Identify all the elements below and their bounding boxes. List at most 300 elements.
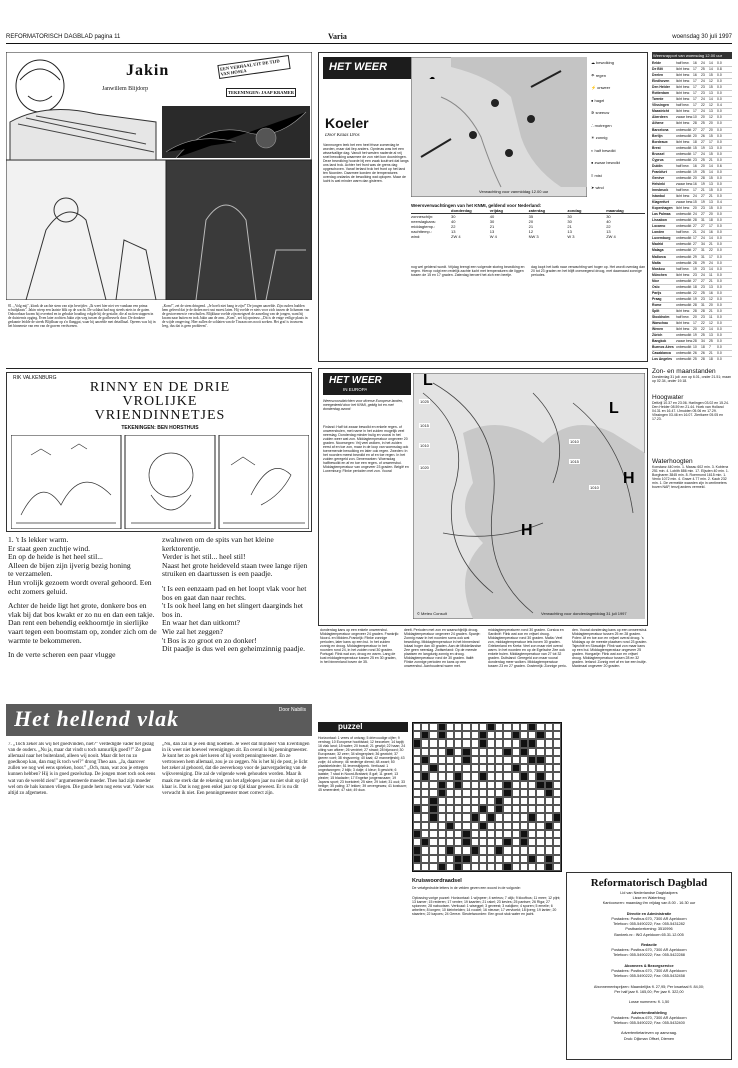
crossword-cell [512,846,520,854]
crossword-cell [462,838,470,846]
crossword-cell [471,739,479,747]
weather-report-cell: 17 [693,236,697,241]
weather-report-cell: licht bew. [676,327,690,332]
crossword-cell [536,731,544,739]
weather-report-cell: licht bew. [676,85,690,90]
crossword-cell [413,781,421,789]
isobar-label: 1025 [420,399,429,404]
puzzel-clues: Horizontaal: 1 vrees of ontzag; 5 drievoudige cijfer; 9 verdrag; 10 Europese hoofdstad; 12 bezoeker; 14 tapijt; 16 vlak land; 18 water; 20 bosuil; 21 gewijd; 22 haan; 24 uiting van afkeer; 26 verdriet; 27 straat; 28 bijwoord; 30 Europeaan; 32 zeer; 34 slingerplant; 36 gewicht; 37 ijzeren voet; 38 ringvormig; 40 kaal; 42 mannetjesbij; 43 zotje; 44 uitroep; 46 nederige dienst; 48 zwart; 50 plaatsbekleder; 51 levenstijdperk. Verticaal: 1 ongedwongen; 2 blijk; 3 dutje; 4 kleur; 5 gewicht; 6 laatste; 7 stad in Noord-Brabant; 8 gaf; 11 gezet; 13 plezier; 15 bladader; 17 Engelse jongensnaam; 19 Japans sport; 23 boekdeel; 25 slee; 29 loket; 31 oud; 33 heilige; 35 paling; 37 lekker; 39 oevergewas; 41 kostuum; 45 smeerdeel; 47 slot; 49 duw. [318,736,408,792]
weather-report-cell: licht bew. [676,73,690,78]
weather-report-cell: licht bew. [676,67,690,72]
crossword-cell [528,822,536,830]
weather-report-cell: onbewolkt [676,236,692,241]
crossword-cell [545,756,553,764]
weather-report-cell: half bew. [676,187,690,192]
weather-report-cell: Innsbruck [652,187,669,192]
rinny-title-line3: VRIENDINNETJES [94,408,226,423]
crossword-cell [495,781,503,789]
crossword-cell [438,723,446,731]
crossword-cell [413,855,421,863]
crossword-cell [462,781,470,789]
weather-report-cell: licht bew. [676,139,690,144]
weather-report-cell: 21 [709,308,713,313]
crossword-cell [503,739,511,747]
crossword-cell [479,822,487,830]
europe-col-1: donderdag kans op een enkele onweersbui. Middagtemperatuur ongeveer 24 graden. Frankrijk: Noord- en Midden-Frankrijk: Flinke zonnige perioden, later kans op een bui. In het zuiden zonnig en droog. Middagtemperatuur in het noorden rond 24, in het zuiden rond 30 graden. Portugal: Flink wat zon, droog en warm. Lang de kust middagtemperatuur tussen 25 en 30 graden, in het binnenland boven de 35. [320,628,399,664]
weather-report-cell: onbewolkt [676,254,692,259]
crossword-cell [479,723,487,731]
rinny-line: Wie zal het zeggen? [162,626,224,636]
crossword-cell [421,813,429,821]
zon-title: Zon- en maanstanden [652,368,716,375]
hellend-col2: „Nu, dan zal ik je één ding noemen. Je weet dat mijnheer Van Everdingen in ik weet niet hoeveel verenigingen zit. En overal is hij penningmeester. Je kunt het zo gek niet keren of hij wordt penningmeester. En ze vertrouwen hem allemaal, zou je zo zeggen. Nu is het hij de post, je licht het zeker al gehoord, dat die zeeverkoop voor de jaarvergadering van de wijkvereniging. Die zal de volgende week gehouden worden. Maar ik maak me sterk dat de rekening van het afgelopen jaar nu niet sluit op tijd klaar is. Dat is nog geen enkel jaar op tijd klaar geweest. Er is nu dit verwacht ik niet. Een penningmeester moet correct zijn. [162,742,310,796]
weather-report-cell: Athene [652,121,664,126]
weather-report-cell: 15 [693,145,697,150]
crossword-cell [438,764,446,772]
crossword-cell [479,797,487,805]
crossword-grid [412,722,562,872]
weather-report-cell: 21 [693,230,697,235]
weather-report-cell: 24 [701,151,705,156]
colophon-line: Lisse en Waterbrug [632,896,666,901]
weather-report-cell: 20 [709,121,713,126]
legend-item: ∴ motregen [591,122,612,128]
crossword-cell [454,748,462,756]
crossword-cell [503,830,511,838]
crossword-cell [520,731,528,739]
forecast-cell: W 4 [489,234,497,239]
crossword-cell [413,772,421,780]
rinny-illustrations [11,435,309,529]
forecast-cell: 21 [489,224,495,229]
weather-report-cell: 0.0 [717,133,722,138]
crossword-cell [413,748,421,756]
colophon-line: Telefoon: 055-5490222; Fax: 055-5432458 [613,974,685,979]
crossword-cell [536,756,544,764]
weather-report-cell: 7 [709,345,711,350]
weather-report-cell: 25 [709,339,713,344]
crossword-cell [446,723,454,731]
weather-report-cell: 0.0 [717,321,722,326]
weather-report-cell: 0.8 [717,67,722,72]
weather-report-cell: Locarno [652,224,666,229]
weather-report-cell: 18 [693,139,697,144]
weather-report-cell: 17 [693,79,697,84]
crossword-cell [471,855,479,863]
weather-report-cell: 0.0 [717,236,722,241]
weather-report-cell: 19 [693,266,697,271]
europe-logo-text: HET WEER [329,375,382,386]
crossword-cell [487,830,495,838]
crossword-cell [536,789,544,797]
crossword-cell [536,855,544,863]
crossword-cell [536,748,544,756]
weather-report-cell: 17 [693,103,697,108]
weather-report-cell: 0.0 [717,218,722,223]
crossword-cell [545,723,553,731]
weather-report-cell: Klagenfurt [652,200,669,205]
weather-report-cell: onbewolkt [676,133,692,138]
weather-report-cell: 34 [701,242,705,247]
rinny-line: te verzamelen. [8,569,53,579]
crossword-cell [429,813,437,821]
crossword-cell [495,789,503,797]
weather-report-cell: 22 [701,103,705,108]
crossword-cell [503,855,511,863]
crossword-cell [479,863,487,871]
crossword-cell [462,772,470,780]
weather-report-cell: 27 [693,242,697,247]
crossword-cell [446,838,454,846]
crossword-cell [454,805,462,813]
crossword-cell [553,723,561,731]
crossword-cell [528,797,536,805]
crossword-cell [454,756,462,764]
weather-report-cell: Moskou [652,266,665,271]
crossword-cell [520,789,528,797]
crossword-cell [454,789,462,797]
crossword-cell [438,789,446,797]
jakin-comic-panels [6,160,312,300]
crossword-cell [487,797,495,805]
crossword-cell [487,822,495,830]
weather-report-cell: Luxemburg [652,236,671,241]
section-title: Varia [328,32,347,41]
weather-report-cell: 21 [709,278,713,283]
rinny-title [7,381,312,423]
crossword-cell [512,813,520,821]
weer-text-2a: nog wel geldend wordt. Vrijdag brengt een volgende storing bewolking en regen. Hierop volgt een redelijk zachte lucht met temperaturen die liggen tussen de 15 en 17 graden. Zaterdag beroert het zich een beetje. [411,265,525,277]
crossword-cell [536,813,544,821]
forecast-cell: middagtemp.: [411,224,436,229]
crossword-cell [495,805,503,813]
hoogwater-text: Delfzijl 10.37 en 23.06. Harlingen 03.02 en 15.24. Den Helder 08.59 en 21.44. Hoek van Holland 04.31 en 16.47. IJmuiden 05.06 en 17.29. Vlissingen 03.46 en 16.07. Zierikzee 05.05 en 17.23. [652,401,729,421]
crossword-cell [487,863,495,871]
crossword-cell [438,797,446,805]
weather-report-cell: 0.0 [717,91,722,96]
weather-report-cell: 21 [709,351,713,356]
crossword-cell [495,739,503,747]
svg-text:L: L [423,373,433,389]
zon-text: Donderdag 31 juli: zon op 6.01, onder 21.51; maan op 02.34, onder 19.18. [652,375,732,383]
weather-report-cell: Malaga [652,248,664,253]
weather-report-cell: 0.0 [717,339,722,344]
weather-report-cell: Brussel [652,151,665,156]
weather-report-cell: 27 [701,194,705,199]
weather-report-cell: zwaar bew. [676,181,693,186]
crossword-cell [438,813,446,821]
crossword-cell [429,805,437,813]
weather-report-cell: onbewolkt [676,218,692,223]
crossword-cell [545,863,553,871]
weather-report-cell: 13 [709,181,713,186]
crossword-cell [503,764,511,772]
crossword-cell [462,731,470,739]
crossword-cell [528,756,536,764]
colophon-line: Abonnees & Bezorgservice [624,963,674,968]
weather-report-cell: 17 [709,224,713,229]
crossword-cell [520,756,528,764]
forecast-row [411,234,645,239]
weather-report-cell: 27 [693,127,697,132]
weather-report-cell: 0.0 [717,139,722,144]
weather-report-cell: onbewolkt [676,157,692,162]
weather-report-cell: 17 [693,187,697,192]
weather-report-cell: 28 [693,308,697,313]
weather-report-cell: onbewolkt [676,333,692,338]
weather-report-cell: 0.6 [717,163,722,168]
isobar-label: 1010 [590,485,599,490]
weather-report-cell: onbewolkt [676,260,692,265]
forecast-cell: ZW 4 [451,234,461,239]
weather-report-cell: 28 [701,175,705,180]
weather-report-cell: 18 [693,284,697,289]
weather-report-cell: 15 [709,85,713,90]
weather-report-cell: 18 [701,345,705,350]
crossword-cell [438,731,446,739]
weather-report-cell: Twente [652,97,664,102]
crossword-cell [545,838,553,846]
forecast-cell: 21 [567,224,572,229]
europe-col-2: deelt. Perioden met zon en waarschijnlijk droog. Middagtemperatuur ongeveer 24 graden. Spanje: Zonnig maar in het noorden soms ook wat bewolking. Middagtemperatuur in het binnenland lokaal hoger dan 40 graden. Aan de Middellandse Zee geen neerslag. Zwitserland: Op de meeste plaatsen en langdurig zonnig en droog. Middagtemperatuur rond de 30 graden. Italië: Flinke zonnige perioden en kans op een onweersbui. Aanhoudend warm met. [404,628,482,668]
crossword-cell [512,748,520,756]
isobar-label: 1010 [570,439,579,444]
crossword-cell [471,797,479,805]
weather-report-cell: 13 [709,200,713,205]
crossword-cell [495,756,503,764]
crossword-cell [413,756,421,764]
crossword-cell [536,838,544,846]
weather-report-cell: Cyprus [652,157,664,162]
forecast-cell: NW 3 [528,234,539,239]
weather-report-cell: Los Angeles [652,357,673,362]
crossword-cell [487,805,495,813]
crossword-cell [421,772,429,780]
weather-report-cell: 21 [709,194,713,199]
weather-report-cell: 28 [701,357,705,362]
crossword-cell [520,855,528,863]
crossword-cell [421,764,429,772]
forecast-cell: 35 [528,214,534,219]
rinny-line: Verder is het stil... heel stil! [162,552,246,562]
weather-report-cell: 13 [709,145,713,150]
weather-report-cell: 27 [701,127,705,132]
crossword-cell [421,756,429,764]
crossword-cell [413,805,421,813]
weather-report-cell: Vlissingen [652,103,669,108]
crossword-cell [495,748,503,756]
weather-report-cell: licht bew. [676,91,690,96]
crossword-cell [429,830,437,838]
crossword-cell [503,748,511,756]
crossword-cell [462,846,470,854]
crossword-cell [454,830,462,838]
weather-report-cell: 23 [701,73,705,78]
crossword-cell [462,739,470,747]
forecast-cell: 40 [606,219,611,224]
weather-report-cell: 10 [693,345,697,350]
crossword-cell [545,748,553,756]
rinny-title-line2: VROLIJKE [122,394,198,409]
crossword-cell [495,723,503,731]
crossword-cell [528,723,536,731]
crossword-cell [462,756,470,764]
crossword-cell [503,846,511,854]
weather-report-cell: 0.0 [717,351,722,356]
crossword-cell [421,838,429,846]
weather-report-cell: onbewolkt [676,242,692,247]
weather-report-cell: 17 [693,85,697,90]
crossword-cell [429,822,437,830]
crossword-cell [479,813,487,821]
weather-report-cell: 12 [709,79,713,84]
svg-text:H: H [521,522,533,539]
weather-report-cell: 18 [709,218,713,223]
weather-report [652,52,732,362]
crossword-cell [495,797,503,805]
weather-report-cell: onbewolkt [676,175,692,180]
weather-report-cell: 0.0 [717,145,722,150]
colophon-line: Postbankrekening: 3510996 [625,927,673,932]
forecast-cell: 22 [451,224,456,229]
crossword-cell [429,797,437,805]
weather-report-rows [652,61,732,362]
forecast-cell: 40 [489,214,495,219]
crossword-cell [429,838,437,846]
crossword-cell [413,822,421,830]
crossword-cell [429,756,437,764]
weather-report-cell: 0.0 [717,260,722,265]
crossword-cell [471,813,479,821]
weather-report-cell: 15 [709,151,713,156]
crossword-cell [512,830,520,838]
crossword-cell [512,731,520,739]
solution-text: Oplossing vorige puzzel: Horizontaal: 1 wijnpeer; 4 serieus; 7 olijk; 9 kloofbus; 11 meer; 12 pijnt; 13 kamer; 15 rederen; 17 venter; 19 kaarten; 21 rakel; 23 kevies; 25 pantser; 26 Riga; 27 spionnen; 28 nabootsen. Verticaal: 1 wiseggel; 3 geveest; 3 nakijken; 4 sporen; 5 emelie; 6 arbeiten; 8 longen; 10 kleinhelden; 14 roodel; 16 nieuwe; 17 vervloekt; 18 ijverg; 19 lanter; 20 staarten; 22 kapoes; 24 Gerezr. Sleutelwoorden: Een groot stuk water en jacht. [412,896,561,916]
weather-report-cell: Warschau [652,321,669,326]
crossword-cell [528,838,536,846]
crossword-cell [495,764,503,772]
weather-report-cell: 14 [709,169,713,174]
weather-report-cell: 13 [709,284,713,289]
crossword-cell [487,764,495,772]
weather-report-cell: 31 [701,254,705,259]
crossword-cell [528,781,536,789]
forecast-cell: 13 [451,229,456,234]
crossword-cell [528,855,536,863]
weather-report-cell: 19 [693,296,697,301]
weather-report-cell: Buenos Aires [652,345,674,350]
puzzel-header [318,722,408,732]
weather-report-cell: 0.0 [717,187,722,192]
crossword-cell [454,781,462,789]
weather-report-cell: Brest [652,145,661,150]
weather-report-cell: 24 [701,230,705,235]
weather-report-cell: onbewolkt [676,151,692,156]
crossword-cell [471,756,479,764]
crossword-cell [528,863,536,871]
weather-report-cell: 22 [701,321,705,326]
crossword-cell [479,789,487,797]
crossword-cell [413,830,421,838]
crossword-cell [553,805,561,813]
crossword-cell [553,813,561,821]
rinny-line: 't Is een eenzaam pad en het loopt vlak voor het bos en gaat dan naar rechts. [162,583,307,602]
weather-report-cell: 0.0 [717,254,722,259]
crossword-cell [487,781,495,789]
weather-report-cell: 0.0 [717,327,722,332]
weather-report-cell: 0.0 [717,212,722,217]
crossword-cell [545,830,553,838]
hoogwater [652,394,732,450]
rinny-line: En waar het dan uitkomt? [162,618,241,628]
crossword-cell [495,822,503,830]
rinny-line: 't Is ook heel lang en het slingert daarginds het bos in. [162,601,304,619]
crossword-cell [487,789,495,797]
rinny-section [6,372,312,532]
forecast-cell: 22 [606,224,611,229]
crossword-cell [421,781,429,789]
crossword-cell [503,756,511,764]
weather-report-cell: 0.4 [717,103,722,108]
crossword-cell [479,830,487,838]
crossword-cell [446,764,454,772]
crossword-cell [454,772,462,780]
weather-report-cell: 15 [709,73,713,78]
waterhoogten [652,458,732,558]
weather-report-cell: 20 [709,127,713,132]
weather-report-cell: Helsinki [652,181,666,186]
weather-report-cell: zwaar bew. [676,200,693,205]
weather-report-cell: 20 [701,115,705,120]
crossword-cell [429,731,437,739]
weather-report-cell: Dublin [652,163,663,168]
crossword-cell [553,781,561,789]
crossword-cell [454,863,462,871]
crossword-cell [471,822,479,830]
rinny-line: 1. 't Is lekker warm. [8,536,69,544]
crossword-cell [553,739,561,747]
rinny-line: Naast het grote heideveld staan twee lange rijen struiken en daartussen is een paadje. [162,560,308,579]
weather-report-cell: licht bew. [676,321,690,326]
weather-report-cell: 25 [701,67,705,72]
crossword-cell [462,805,470,813]
weather-report-cell: 17 [693,67,697,72]
weather-report-cell: 0.4 [717,200,722,205]
weather-report-cell: 0.0 [717,97,722,102]
crossword-cell [438,822,446,830]
weather-report-cell: onbewolkt [676,351,692,356]
weather-report-cell: half bew. [676,61,690,65]
page-header [6,32,732,44]
jakin-banner: EEN VERHAAL UIT DE TIJD VAN HOSEA [217,55,290,79]
weather-report-cell: 28 [693,339,697,344]
crossword-cell [545,739,553,747]
crossword-cell [429,739,437,747]
rinny-text-right [162,536,312,701]
colophon-line: Kantooruren: maandag t/m vrijdag van 8.00 - 16.30 uur [602,901,696,906]
rinny-title-line1: RINNY EN DE DRIE [89,381,231,395]
weather-report-cell: 27 [693,224,697,229]
jakin-text-left: 81. „Volg mij", klonk de zachte stem van zijn bevrijder. „Ik weet hier niet ver vandaan een prima schuilplaats". Jakin wierp een laatste blik op de wacht. De soldaat had nog steeds niets in de gaten. Onhoorbaar kwam hij overeind en in gebukte houding volgde hij de gestalte, die al na tien stappen in de duisternis opging. Even later zochten Jakin zijn weg tussen de grafheuvels door. De donkere gedaante leidde de streek Blijdhaar op z'n flanggat, waar hij aarzelde met detailhaal. Opeens was hij in het binnenste van een van de graven verdwenen. [8,304,156,329]
weather-report-cell: 26 [693,351,697,356]
crossword-cell [471,838,479,846]
weather-report-cell: Kopenhagen [652,206,673,211]
crossword-cell [487,855,495,863]
forecast-cell: 30 [567,219,572,224]
weather-report-cell: half bew. [676,163,690,168]
weather-report-cell: zwaar bew. [676,339,693,344]
weather-report-cell: 12 [709,115,713,120]
